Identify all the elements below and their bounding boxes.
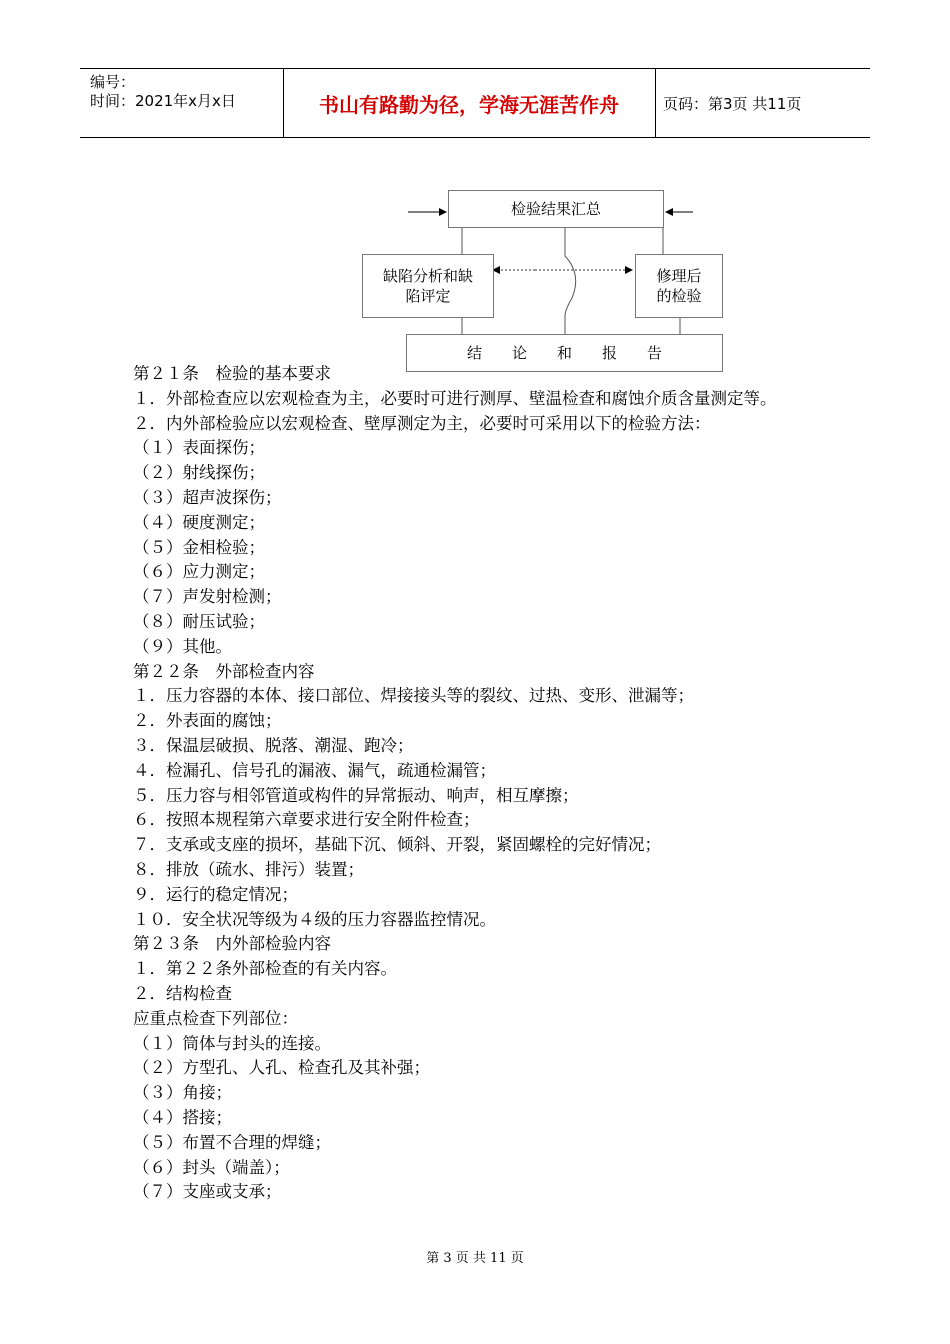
paragraph-line: 应重点检查下列部位： [133, 1008, 298, 1028]
paragraph-line: ２．外表面的腐蚀； [133, 711, 282, 731]
paragraph-line: 第２３条 内外部检验内容 [133, 934, 331, 954]
paragraph-line: （５）布置不合理的焊缝； [133, 1132, 331, 1152]
paragraph-line: （６）应力测定； [133, 562, 265, 582]
paragraph-line: １．第２２条外部检查的有关内容。 [133, 959, 397, 979]
page-header [80, 68, 870, 138]
header-meta [90, 73, 236, 111]
paragraph-line: ７．支承或支座的损坏，基础下沉、倾斜、开裂，紧固螺栓的完好情况； [133, 835, 661, 855]
paragraph-line: ２．内外部检验应以宏观检查、壁厚测定为主，必要时可采用以下的检验方法： [133, 413, 711, 433]
paragraph-line: ５．压力容与相邻管道或构件的异常振动、响声，相互摩擦； [133, 785, 579, 805]
paragraph-line: （９）其他。 [133, 636, 232, 656]
paragraph-line: （２）射线探伤； [133, 463, 265, 483]
paragraph-line: （７）支座或支承； [133, 1182, 282, 1202]
box-defect-analysis-line1: 缺陷分析和缺 [382, 267, 473, 285]
paragraph-line: （５）金相检验； [133, 537, 265, 557]
document-number-label: 编号： [90, 73, 136, 91]
paragraph-line: （４）硬度测定； [133, 512, 265, 532]
box-result-summary-label: 检验结果汇总 [510, 200, 601, 218]
paragraph-line: １．压力容器的本体、接口部位、焊接接头等的裂纹、过热、变形、泄漏等； [133, 686, 694, 706]
paragraph-line: （８）耐压试验； [133, 611, 265, 631]
header-motto: 书山有路勤为径，学海无涯苦作舟 [319, 93, 619, 117]
document-date: 时间：2021年x月x日 [90, 92, 236, 110]
paragraph-line: 第２２条 外部检查内容 [133, 661, 315, 681]
paragraph-line: １０．安全状况等级为４级的压力容器监控情况。 [133, 909, 496, 929]
paragraph-line: ９．运行的稳定情况； [133, 884, 298, 904]
paragraph-line: ２．结构检查 [133, 983, 232, 1003]
paragraph-line: ６．按照本规程第六章要求进行安全附件检查； [133, 810, 480, 830]
connector-crossover-curve [565, 256, 576, 316]
paragraph-line: ４．检漏孔、信号孔的漏液、漏气，疏通检漏管； [133, 760, 496, 780]
box-defect-analysis [362, 254, 494, 318]
inspection-flow-diagram [360, 186, 730, 376]
paragraph-line: （２）方型孔、人孔、检查孔及其补强； [133, 1058, 430, 1078]
paragraph-line: （１）表面探伤； [133, 438, 265, 458]
box-post-repair-inspection [635, 254, 723, 318]
paragraph-line: （７）声发射检测； [133, 587, 282, 607]
paragraph-line: 第２１条 检验的基本要求 [133, 364, 331, 383]
box-result-summary [448, 190, 664, 228]
paragraph-line: ３．保温层破损、脱落、潮湿、跑冷； [133, 735, 414, 755]
paragraph-line: （４）搭接； [133, 1107, 232, 1127]
page-footer: 第 3 页 共 11 页 [426, 1251, 524, 1266]
box-conclusion-report-label: 结 论 和 报 告 [466, 344, 662, 362]
paragraph-line: ８．排放（疏水、排污）装置； [133, 859, 364, 879]
paragraph-line: （１）筒体与封头的连接。 [133, 1033, 331, 1053]
paragraph-line: １．外部检查应以宏观检查为主，必要时可进行测厚、壁温检查和腐蚀介质含量测定等。 [133, 388, 777, 408]
paragraph-line: （６）封头（端盖）； [133, 1157, 290, 1177]
paragraph-line: （３）角接； [133, 1083, 232, 1103]
header-page-info: 页码：第3页 共11页 [663, 95, 802, 113]
box-post-repair-line1: 修理后 [656, 267, 702, 285]
box-post-repair-line2: 的检验 [656, 287, 702, 305]
paragraph-line: （３）超声波探伤； [133, 487, 282, 507]
document-body [90, 362, 870, 1205]
box-defect-analysis-line2: 陷评定 [405, 287, 451, 305]
header-divider [655, 69, 656, 137]
